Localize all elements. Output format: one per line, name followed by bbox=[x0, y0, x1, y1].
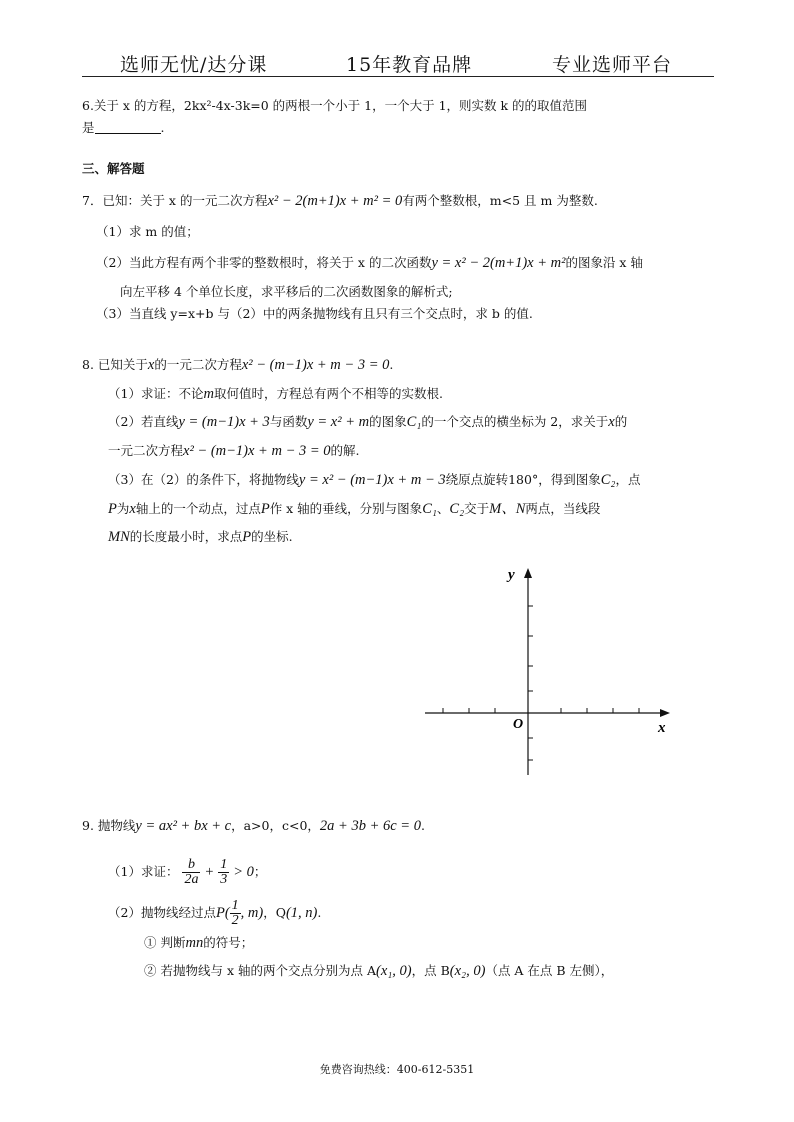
q9-point-P-open: P( bbox=[215, 905, 230, 921]
q9-half-num: 1 bbox=[231, 898, 239, 913]
q9-part2 bbox=[108, 893, 321, 933]
header-left: 选师无忧/达分课 bbox=[120, 54, 268, 76]
q9-intro-c: . bbox=[420, 818, 425, 833]
y-axis-label: y bbox=[508, 567, 515, 583]
q9-part2-c: . bbox=[317, 905, 322, 920]
q8-part3-MN1: M、N bbox=[489, 501, 526, 517]
q7-part2-equation: y = x² − 2(m+1)x + m² bbox=[431, 255, 566, 271]
q9-frac2-num: 1 bbox=[220, 857, 228, 872]
origin-label: O bbox=[513, 717, 524, 732]
q8-part3-P1: P bbox=[108, 501, 117, 517]
q6-line2 bbox=[82, 119, 165, 137]
q8-part3-j: 的坐标. bbox=[251, 529, 293, 544]
q8-part2-b: 与函数 bbox=[269, 414, 308, 429]
q6-answer-blank bbox=[95, 121, 161, 134]
x-ticks bbox=[443, 708, 639, 713]
q9-frac2-den: 3 bbox=[220, 872, 228, 887]
footer-hotline: 免费咨询热线：400-612-5351 bbox=[319, 1063, 475, 1076]
q8-part3-c: ，点 bbox=[615, 472, 641, 487]
q9-part1 bbox=[108, 852, 266, 892]
q8-part1-m: m bbox=[203, 386, 214, 402]
q8-part3-c2: C₂ bbox=[600, 472, 616, 488]
q8-part2-eq1: y = (m−1)x + 3 bbox=[178, 414, 270, 430]
q9-gt-zero: > 0 bbox=[233, 864, 254, 880]
q8-part3-b: 绕原点旋转180°，得到图象 bbox=[445, 472, 601, 487]
q8-part3-i: 的长度最小时，求点 bbox=[129, 529, 243, 544]
q8-part3-e: 轴上的一个动点，过点 bbox=[135, 501, 261, 516]
q8-part2-x: x bbox=[608, 414, 615, 430]
q9-part1-a: （1）求证： bbox=[108, 864, 179, 879]
q9-point-B: (x₂, 0) bbox=[449, 963, 486, 979]
q8-intro-b: 的一元二次方程 bbox=[154, 357, 242, 372]
q9-sub1-a: ① 判断 bbox=[144, 935, 186, 950]
x-axis-arrow bbox=[660, 709, 670, 717]
header-right: 专业选师平台 bbox=[552, 54, 673, 76]
q9-sub1 bbox=[144, 934, 253, 952]
q7-part2-b: 的图象沿 x 轴 bbox=[565, 255, 643, 270]
q9-intro-b: ，a>0，c<0， bbox=[231, 818, 320, 833]
q6-line2-suffix: . bbox=[160, 120, 165, 135]
header-center: 15年教育品牌 bbox=[346, 54, 473, 76]
q7-intro-b: 有两个整数根，m<5 且 m 为整数. bbox=[402, 193, 598, 208]
q8-part2-eq3: x² − (m−1)x + m − 3 = 0 bbox=[183, 443, 331, 459]
q9-sub2-a: ② 若抛物线与 x 轴的两个交点分别为点 A bbox=[144, 963, 376, 978]
q9-frac1-den: 2a bbox=[184, 872, 199, 887]
q7-part1: （1）求 m 的值； bbox=[96, 224, 199, 239]
q9-point-Q: (1, n) bbox=[285, 905, 318, 921]
q8-part2-c: 的图象 bbox=[369, 414, 407, 429]
q9-part2-a: （2）抛物线经过点 bbox=[108, 905, 216, 920]
q8-part2 bbox=[108, 413, 627, 431]
page-header bbox=[82, 48, 714, 77]
q8-part3-d: 为 bbox=[116, 501, 130, 516]
q9-plus: + bbox=[204, 864, 215, 880]
q9-intro-a: 9. 抛物线 bbox=[82, 818, 136, 833]
q9-frac-b-2a bbox=[182, 858, 200, 887]
q8-part2-c1: C₁ bbox=[406, 414, 422, 430]
q7-intro bbox=[82, 192, 598, 210]
q9-frac-half bbox=[230, 899, 241, 928]
q9-point-A: (x₁, 0) bbox=[375, 963, 412, 979]
q7-intro-a: 7．已知：关于 x 的一元二次方程 bbox=[82, 193, 268, 208]
q9-frac1-num: b bbox=[182, 858, 200, 873]
q8-intro-c: . bbox=[389, 357, 394, 372]
q8-part2-e: 的 bbox=[614, 414, 628, 429]
q7-part2-a: （2）当此方程有两个非零的整数根时，将关于 x 的二次函数 bbox=[96, 255, 432, 270]
q6-line2-prefix: 是 bbox=[82, 120, 95, 135]
q8-part1-a: （1）求证：不论 bbox=[108, 386, 204, 401]
y-axis-arrow bbox=[524, 568, 532, 578]
q8-part2-cont bbox=[108, 442, 360, 460]
q8-part2-eq2: y = x² + m bbox=[307, 414, 370, 430]
q8-part3-MN2: MN bbox=[108, 529, 130, 545]
q8-part3-eq: y = x² − (m−1)x + m − 3 bbox=[298, 472, 446, 488]
q9-equation: y = ax² + bx + c bbox=[135, 818, 232, 834]
q9-part1-b: ； bbox=[253, 864, 267, 879]
q9-sub2-c: （点 A 在点 B 左侧）， bbox=[485, 963, 614, 978]
q8-equation: x² − (m−1)x + m − 3 = 0 bbox=[241, 357, 390, 373]
q7-part2 bbox=[96, 254, 643, 272]
q8-part3-x: x bbox=[129, 501, 136, 517]
y-ticks bbox=[528, 606, 533, 760]
q8-var-x: x bbox=[147, 357, 155, 373]
q8-part3-cont1 bbox=[108, 500, 600, 518]
q8-intro bbox=[82, 356, 393, 374]
q8-part3 bbox=[108, 471, 640, 489]
q8-part3-c2b: C₂ bbox=[449, 501, 465, 517]
q8-part3-a: （3）在（2）的条件下，将抛物线 bbox=[108, 472, 299, 487]
q6-line1: 6.关于 x 的方程，2kx²-4x-3k=0 的两根一个小于 1，一个大于 1，则实数 k 的的取值范围 bbox=[82, 98, 588, 113]
q9-sub1-b: 的符号； bbox=[203, 935, 254, 950]
q8-intro-a: 8. 已知关于 bbox=[82, 357, 148, 372]
q9-condition: 2a + 3b + 6c = 0 bbox=[319, 818, 421, 834]
q8-part3-c1: C₁ bbox=[422, 501, 437, 517]
q9-sub2 bbox=[144, 962, 613, 980]
q7-part2-cont: 向左平移 4 个单位长度，求平移后的二次函数图象的解析式; bbox=[120, 284, 453, 299]
q9-frac-1-3 bbox=[218, 858, 229, 887]
q9-part2-b: ，Q bbox=[263, 905, 286, 920]
q8-part1 bbox=[108, 385, 443, 403]
q7-part3: （3）当直线 y=x+b 与（2）中的两条抛物线有且只有三个交点时，求 b 的值. bbox=[96, 306, 533, 321]
q9-point-P-close: , m) bbox=[240, 905, 264, 921]
q8-part3-P2: P bbox=[260, 501, 270, 517]
q9-intro bbox=[82, 817, 425, 835]
q8-part3-cont2 bbox=[108, 528, 293, 546]
q9-sub2-b: ，点 B bbox=[411, 963, 450, 978]
q8-part3-g: 交于 bbox=[464, 501, 490, 516]
q8-part3-f: 作 x 轴的垂线，分别与图象 bbox=[269, 501, 423, 516]
q8-part2-f: 一元二次方程 bbox=[108, 443, 184, 458]
q8-part3-P3: P bbox=[242, 529, 252, 545]
q8-part2-a: （2）若直线 bbox=[108, 414, 179, 429]
section-title: 三、解答题 bbox=[82, 161, 145, 176]
coordinate-axes bbox=[420, 560, 680, 785]
q9-sub1-mn: mn bbox=[185, 935, 204, 951]
q8-part3-sep: 、 bbox=[436, 501, 450, 516]
q8-part2-d: 的一个交点的横坐标为 2，求关于 bbox=[421, 414, 609, 429]
q9-half-den: 2 bbox=[231, 913, 239, 928]
q7-equation: x² − 2(m+1)x + m² = 0 bbox=[267, 193, 403, 209]
q8-part1-b: 取何值时，方程总有两个不相等的实数根. bbox=[213, 386, 443, 401]
x-axis-label: x bbox=[658, 720, 666, 736]
q8-part2-g: 的解. bbox=[330, 443, 360, 458]
q8-part3-h: 两点，当线段 bbox=[525, 501, 601, 516]
